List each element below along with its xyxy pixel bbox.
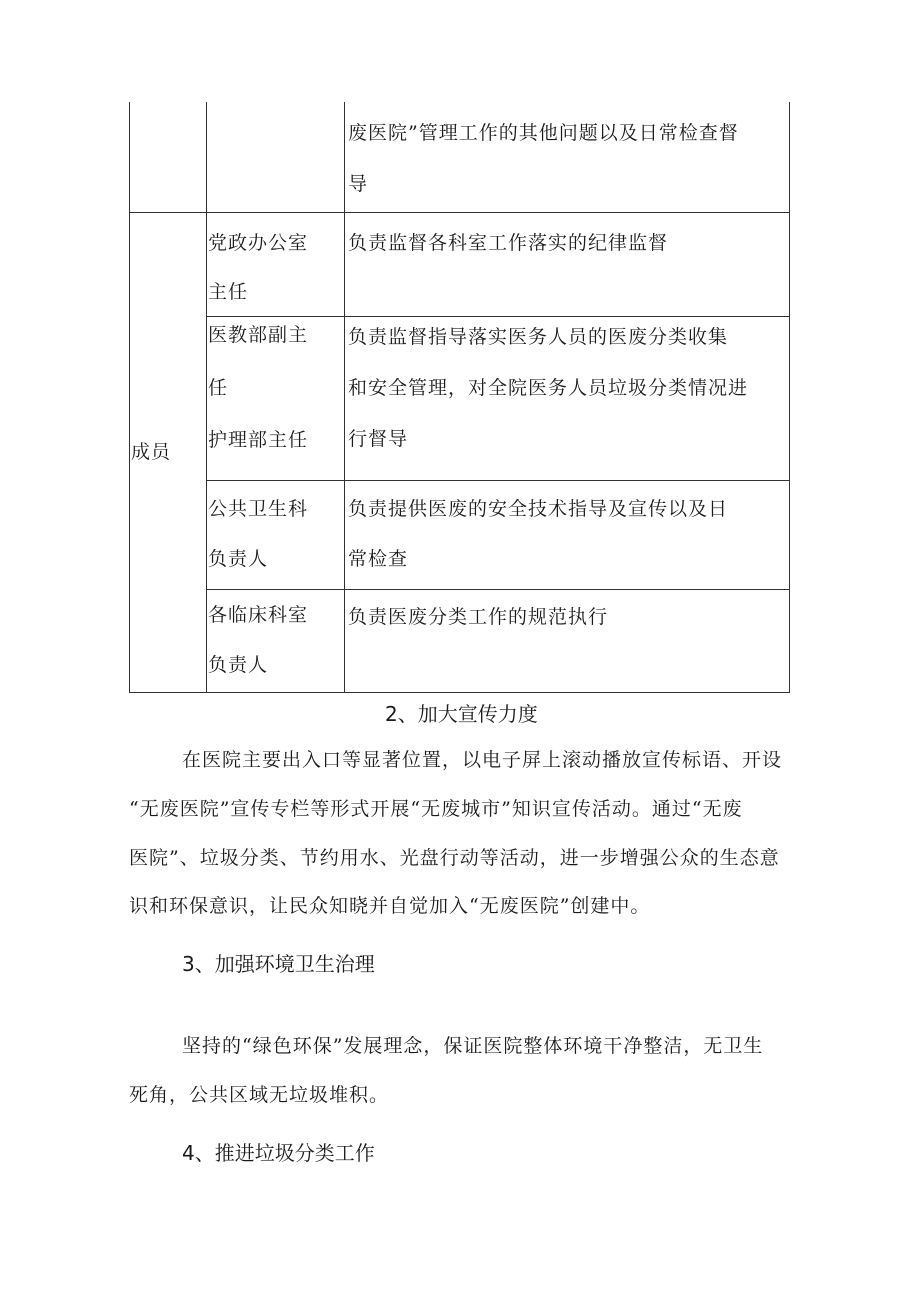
paragraph-line: 在医院主要出入口等显著位置，以电子屏上滚动播放宣传标语、开设 bbox=[182, 749, 783, 771]
paragraph-line: “无废医院”宣传专栏等形式开展“无废城市”知识宣传活动。通过“无废 bbox=[129, 798, 743, 820]
table-cell-duty: 常检查 bbox=[348, 548, 409, 570]
table-divider-col1 bbox=[206, 102, 207, 693]
table-cell-duty: 负责医废分类工作的规范执行 bbox=[348, 606, 609, 628]
table-cell-duty: 负责监督指导落实医务人员的医废分类收集 bbox=[348, 326, 729, 348]
table-border-right bbox=[789, 102, 790, 693]
table-cell-role: 公共卫生科 bbox=[208, 498, 309, 520]
table-cell-role: 任 bbox=[208, 377, 229, 399]
table-cell-role: 护理部主任 bbox=[208, 429, 309, 451]
table-cell-duty: 负责监督各科室工作落实的纪律监督 bbox=[348, 232, 669, 254]
table-cell-duty: 行督导 bbox=[348, 428, 409, 450]
table-cell-role: 各临床科室 bbox=[208, 604, 309, 626]
table-divider-col2 bbox=[344, 102, 345, 693]
table-cell-duty: 导 bbox=[348, 173, 369, 195]
section-heading: 3、加强环境卫生治理 bbox=[182, 952, 375, 976]
table-cell-role: 党政办公室 bbox=[208, 232, 309, 254]
table-border-left bbox=[129, 102, 130, 693]
table-group-label: 成员 bbox=[131, 441, 172, 463]
table-row-divider bbox=[206, 589, 790, 590]
table-row-divider bbox=[206, 316, 790, 317]
paragraph-line: 医院”、垃圾分类、节约用水、光盘行动等活动，进一步增强公众的生态意 bbox=[129, 847, 780, 869]
table-border-bottom bbox=[129, 692, 790, 693]
table-cell-duty: 负责提供医废的安全技术指导及宣传以及日 bbox=[348, 498, 729, 520]
table-row-divider bbox=[206, 480, 790, 481]
table-row-divider bbox=[129, 212, 790, 213]
table-cell-role: 负责人 bbox=[208, 548, 269, 570]
paragraph-line: 识和环保意识，让民众知晓并自觉加入“无废医院”创建中。 bbox=[129, 895, 651, 917]
table-cell-role: 医教部副主 bbox=[208, 324, 309, 346]
table-cell-role: 主任 bbox=[208, 281, 249, 303]
paragraph-line: 坚持的“绿色环保”发展理念，保证医院整体环境干净整洁，无卫生 bbox=[182, 1035, 764, 1057]
table-cell-duty: 和安全管理，对全院医务人员垃圾分类情况进 bbox=[348, 377, 749, 399]
section-heading: 2、加大宣传力度 bbox=[385, 702, 538, 726]
table-cell-role: 负责人 bbox=[208, 654, 269, 676]
section-heading: 4、推进垃圾分类工作 bbox=[182, 1141, 375, 1165]
table-cell-duty: 废医院”管理工作的其他问题以及日常检查督 bbox=[348, 122, 739, 144]
paragraph-line: 死角，公共区域无垃圾堆积。 bbox=[129, 1084, 390, 1106]
